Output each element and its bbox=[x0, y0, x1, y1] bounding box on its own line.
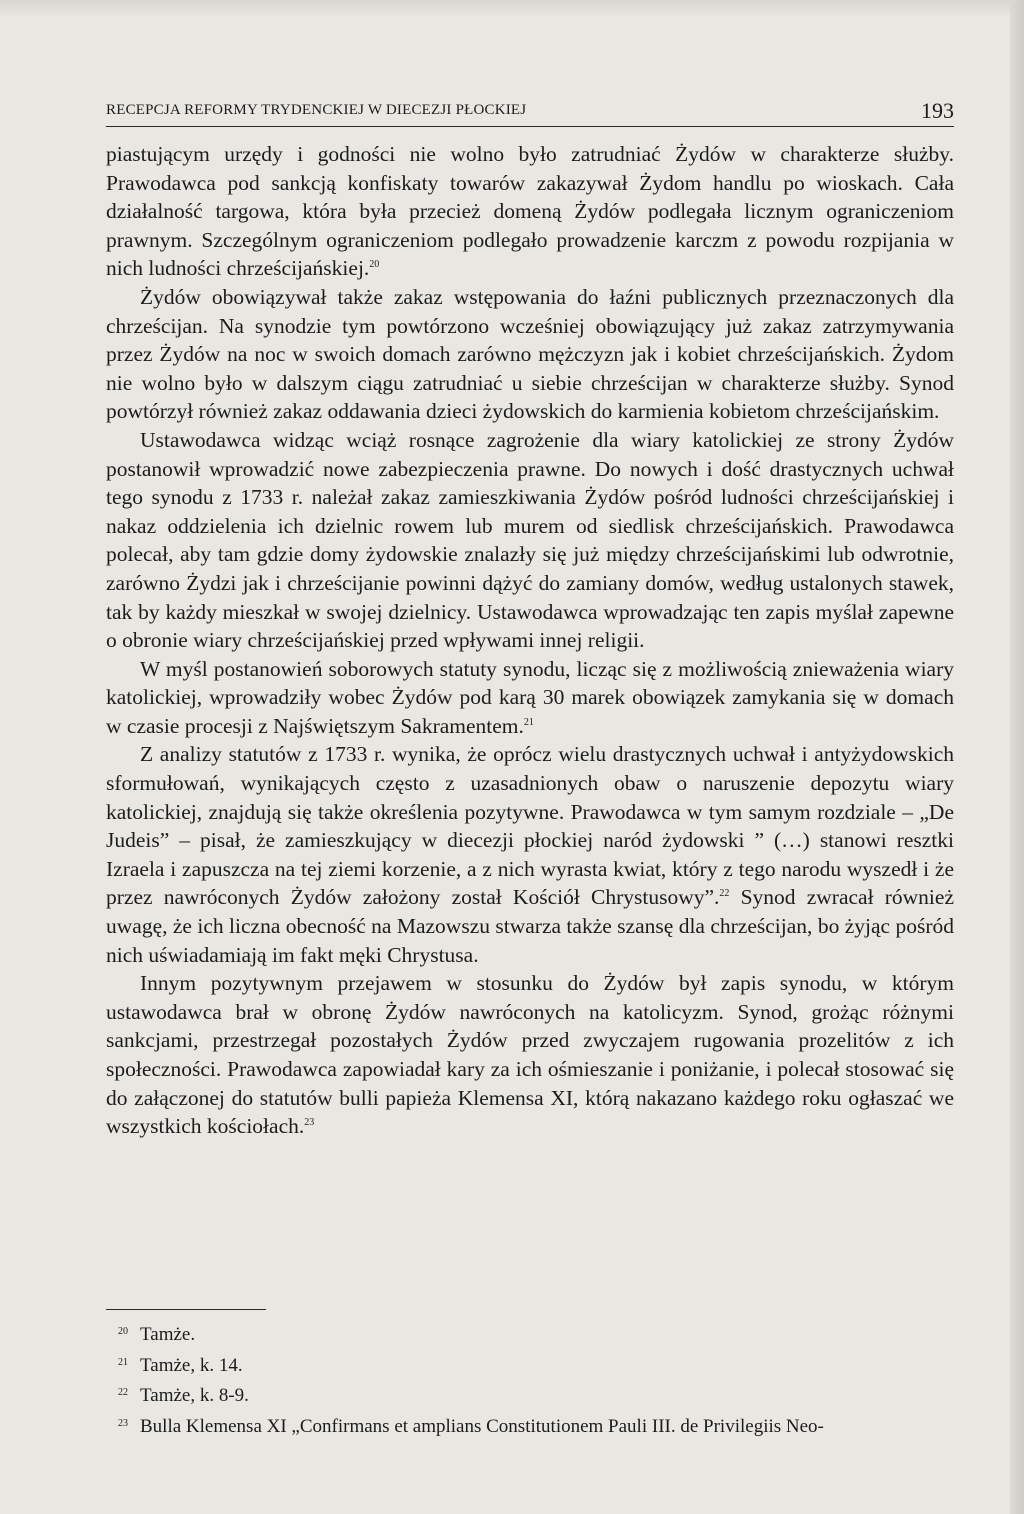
footnote-number: 21 bbox=[118, 1356, 128, 1368]
paragraph-5 bbox=[106, 740, 954, 969]
footnote-ref[interactable]: 21 bbox=[523, 716, 534, 728]
footnote-ref[interactable]: 23 bbox=[304, 1117, 315, 1129]
footnote-number: 20 bbox=[118, 1326, 128, 1337]
footnote-text: Tamże. bbox=[140, 1324, 196, 1345]
body-text bbox=[106, 140, 954, 1141]
paragraph-text: Z analizy statutów z 1733 r. wynika, że oprócz wielu drastycznych uchwał i antyżydowskich sformułowań, wynikających często z uzasadnionych obaw o naruszenie depozytu wiary katolickiej, znajdują się także określenia pozytywne. Prawodawca w tym samym rozdziale – „De Judeis” – pisał, że zamieszkujący w diecezji płockiej naród żydowski ” (…) stanowi resztki Izraela i zapuszcza na tej ziemi korzenie, a z nich wyrasta kwiat, który z tego narodu wyszedł i że przez nawróconych Żydów założony został Kościół Chrystusowy”. bbox=[106, 742, 954, 910]
footnote-rule bbox=[106, 1309, 266, 1310]
footnote bbox=[106, 1379, 966, 1410]
running-head: RECEPCJA REFORMY TRYDENCKIEJ W DIECEZJI PŁOCKIEJ bbox=[106, 102, 527, 118]
paragraph-text: Synod zwracał również uwagę, że ich liczna obecność na Mazowszu stwarza także szansę dla chrześcijan, bo żyjąc pośród nich uświadamiają im fakt męki Chrystusa. bbox=[106, 885, 954, 967]
footnote-ref[interactable]: 22 bbox=[719, 888, 730, 900]
footnote bbox=[106, 1349, 966, 1380]
footnote bbox=[106, 1410, 966, 1441]
footnote-text: Tamże, k. 14. bbox=[140, 1354, 243, 1376]
footnotes bbox=[106, 1318, 966, 1440]
footnote-text: Bulla Klemensa XI „Confirmans et amplians Constitutionem Pauli III. de Privilegiis Neo- bbox=[140, 1415, 824, 1437]
paragraph-4 bbox=[106, 655, 954, 741]
paragraph-text: W myśl postanowień soborowych statuty synodu, licząc się z możliwością znieważenia wiary katolickiej, wprowadziły wobec Żydów pod karą 30 marek obowiązek zamykania się w domach w czasie procesji z Najświętszym Sakramentem. bbox=[106, 656, 954, 738]
paragraph-6 bbox=[106, 969, 954, 1141]
paragraph-text: Ustawodawca widząc wciąż rosnące zagrożenie dla wiary katolickiej ze strony Żydów postanowił wprowadzić nowe zabezpieczenia prawne. Do nowych i dość drastycznych uchwał tego synodu z 1733 r. należał zakaz zamieszkiwania Żydów pośród ludności chrześcijańskiej i nakaz oddzielenia ich dzielnic rowem lub murem od siedlisk chrześcijańskich. Prawodawca polecał, aby tam gdzie domy żydowskie znalazły się już między chrześcijańskimi lub odwrotnie, zarówno Żydzi jak i chrześcijanie powinni dążyć do zamiany domów, według ustalonych stawek, tak by każdy mieszkał w swojej dzielnicy. Ustawodawca wprowadzając ten zapis myślał zapewne o obronie wiary chrześcijańskiej przed wpływami innej religii. bbox=[106, 427, 954, 653]
footnote-number: 23 bbox=[118, 1417, 128, 1429]
footnote-number: 22 bbox=[118, 1387, 128, 1398]
paragraph-2 bbox=[106, 283, 954, 426]
page-number: 193 bbox=[921, 98, 954, 123]
paragraph-text: piastującym urzędy i godności nie wolno było zatrudniać Żydów w charakterze służby. Prawodawca pod sankcją konfiskaty towarów zakazywał Żydom handlu po wioskach. Cała działalność targowa, która była przecież domeną Żydów podlegała licznym ograniczeniom prawnym. Szczególnym ograniczeniom podlegało prowadzenie karczm z powodu rozpijania w nich ludności chrześcijańskiej. bbox=[106, 142, 954, 281]
page-header bbox=[106, 96, 954, 127]
paragraph-3 bbox=[106, 426, 954, 655]
paragraph-1 bbox=[106, 140, 954, 283]
footnote-text: Tamże, k. 8-9. bbox=[140, 1385, 249, 1406]
paragraph-text: Żydów obowiązywał także zakaz wstępowania do łaźni publicznych przeznaczonych dla chrześcijan. Na synodzie tym powtórzono wcześniej obowiązujący już zakaz zatrzymywania przez Żydów na noc w swoich domach zarówno mężczyzn jak i kobiet chrześcijańskich. Żydom nie wolno było w dalszym ciągu zatrudniać u siebie chrześcijan w charakterze służby. Synod powtórzył również zakaz oddawania dzieci żydowskich do karmienia kobietom chrześcijańskim. bbox=[106, 284, 954, 424]
paragraph-text: Innym pozytywnym przejawem w stosunku do Żydów był zapis synodu, w którym ustawodawca brał w obronę Żydów nawróconych na katolicyzm. Synod, grożąc różnymi sankcjami, przestrzegał pozostałych Żydów przed zwyczajem rugowania prozelitów z ich społeczności. Prawodawca zapowiadał kary za ich ośmieszanie i poniżanie, i polecał stosować się do załączonej do statutów bulli papieża Klemensa XI, którą nakazano każdego roku ogłaszać we wszystkich kościołach. bbox=[106, 971, 954, 1139]
footnote-ref[interactable]: 20 bbox=[369, 259, 380, 271]
page-top-edge bbox=[0, 0, 1024, 18]
page-right-edge bbox=[1010, 0, 1024, 1514]
footnote bbox=[106, 1318, 966, 1349]
